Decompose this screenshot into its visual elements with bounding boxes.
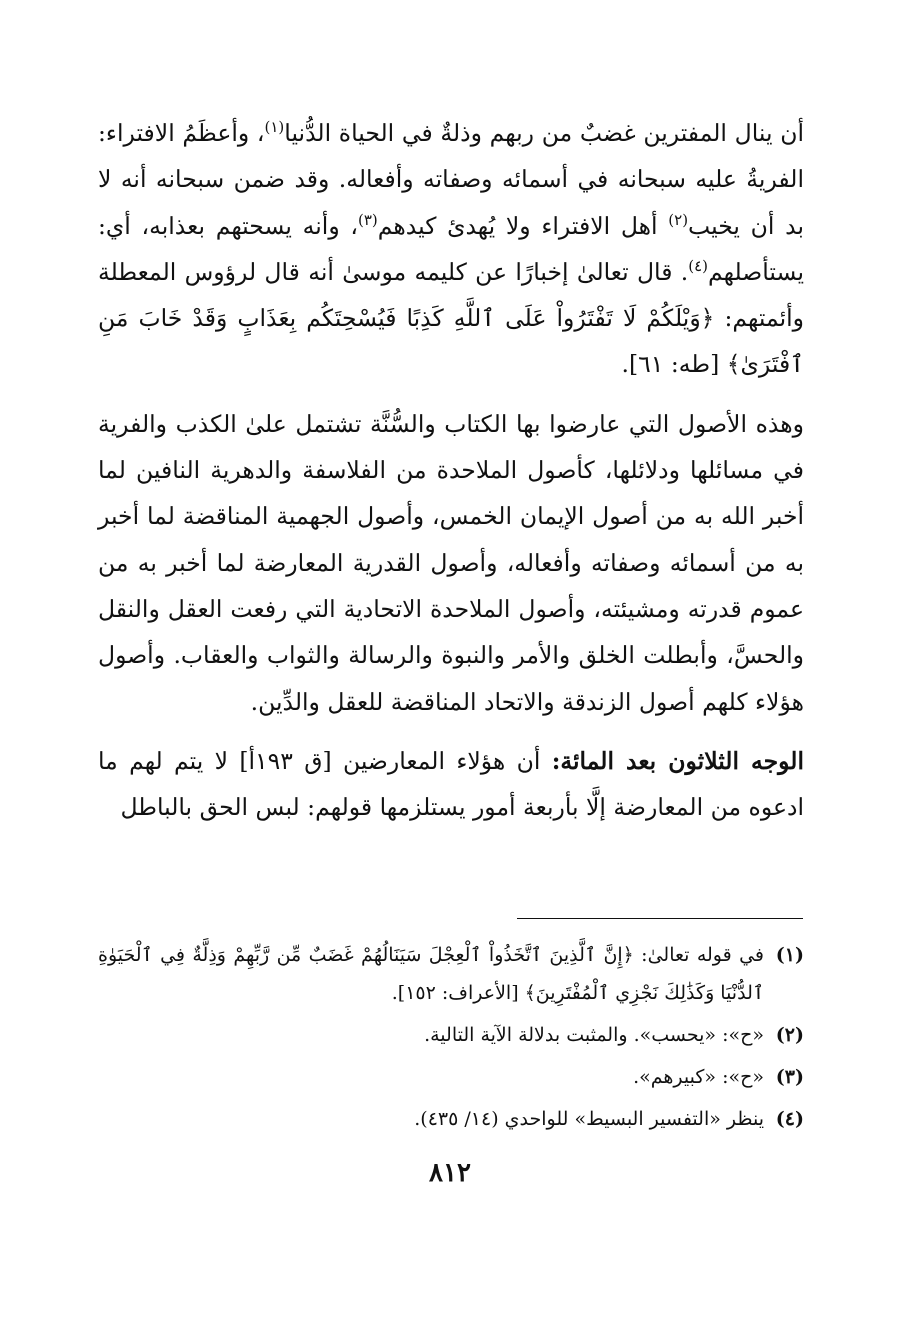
paragraph-text: أن ينال المفترين غضبٌ من ربهم وذلةٌ في الحياة الدُّنيا (284, 119, 804, 147)
footnote-number: (٣) (775, 1066, 804, 1088)
paragraph-text: ، وأنه يسحتهم بعذابه، أي: يستأصلهم (98, 211, 804, 286)
paragraph-text: ، وأعظَمُ الافتراء: الفريةُ عليه سبحانه في أسمائه وصفاته وأفعاله. وقد ضمن سبحانه أنه لا بد أن يخيب (98, 119, 804, 240)
footnote-text: «ح»: «كبيرهم». (633, 1066, 764, 1088)
footnote-number: (٤) (775, 1108, 804, 1130)
footnote-number: (٢) (775, 1024, 804, 1046)
paragraph-2: وهذه الأصول التي عارضوا بها الكتاب والسُّنَّة تشتمل علىٰ الكذب والفرية في مسائلها ودلائلها، كأصول الملاحدة من الفلاسفة والدهرية النافين لما أخبر الله به من أصول الإيمان الخمس، وأصول الجهمية المناقضة لما أخبر به من أسمائه وصفاته وأفعاله، وأصول القدرية المعارضة لما أخبر به من عموم قدرته ومشيئته، وأصول الملاحدة الاتحادية التي رفعت العقل والنقل والحسَّ، وأبطلت الخلق والأمر والنبوة والرسالة والثواب والعقاب. وأصول هؤلاء كلهم أصول الزندقة والاتحاد المناقضة للعقل والدِّين. (98, 409, 804, 716)
paragraph-text: أهل الافتراء ولا يُهدئ كيدهم (377, 211, 669, 240)
footnote-ref-2: (٢) (668, 210, 689, 229)
footnote-ref-3: (٣) (357, 210, 378, 229)
footnote-3 (98, 1058, 804, 1096)
footnote-4 (98, 1100, 804, 1138)
page-number: ٨١٢ (429, 1158, 471, 1188)
quran-verse: ﴿وَيْلَكُمْ لَا تَفْتَرُواْ عَلَى ٱللَّهِ كَذِبًا فَيُسْحِتَكُم بِعَذَابٍ وَقَدْ خَابَ مَنِ ٱفْتَرَىٰ﴾ (98, 304, 804, 379)
footnote-text: «ح»: «يحسب». والمثبت بدلالة الآية التالية. (424, 1024, 764, 1046)
paragraph-3 (98, 738, 804, 831)
section-heading: الوجه الثلاثون بعد المائة: (551, 746, 804, 775)
paragraph-text: أن هؤلاء المعارضين [ق ١٩٣أ] لا يتم لهم ما ادعوه من المعارضة إلَّا بأربعة أمور يستلزمها قولهم: لبس الحق بالباطل (98, 746, 804, 822)
footnote-text: في قوله تعالىٰ: ﴿إِنَّ ٱلَّذِينَ ٱتَّخَذُواْ ٱلْعِجْلَ سَيَنَالُهُمْ غَضَبٌ مِّن رَّبِّهِمْ وَذِلَّةٌ فِي ٱلْحَيَوٰةِ ٱلدُّنْيَا وَكَذَٰلِكَ نَجْزِي ٱلْمُفْتَرِينَ﴾ [الأعراف: ١٥٢]. (98, 944, 764, 1004)
footnotes (98, 936, 804, 1138)
footnote-1 (98, 936, 804, 1012)
paragraph-1 (98, 110, 804, 388)
main-text (98, 110, 804, 830)
footnote-ref-4: (٤) (688, 257, 709, 276)
paragraph-text: . قال تعالىٰ إخبارًا عن كليمه موسىٰ أنه قال لرؤوس المعطلة وأئمتهم: (98, 257, 804, 333)
footnote-divider (517, 918, 803, 919)
footnote-ref-1: (١) (264, 118, 285, 137)
verse-reference: [طه: ٦١]. (621, 350, 727, 379)
footnote-number: (١) (775, 944, 804, 966)
footnote-2 (98, 1016, 804, 1054)
footnote-text: ينظر «التفسير البسيط» للواحدي (١٤/ ٤٣٥). (414, 1108, 764, 1130)
